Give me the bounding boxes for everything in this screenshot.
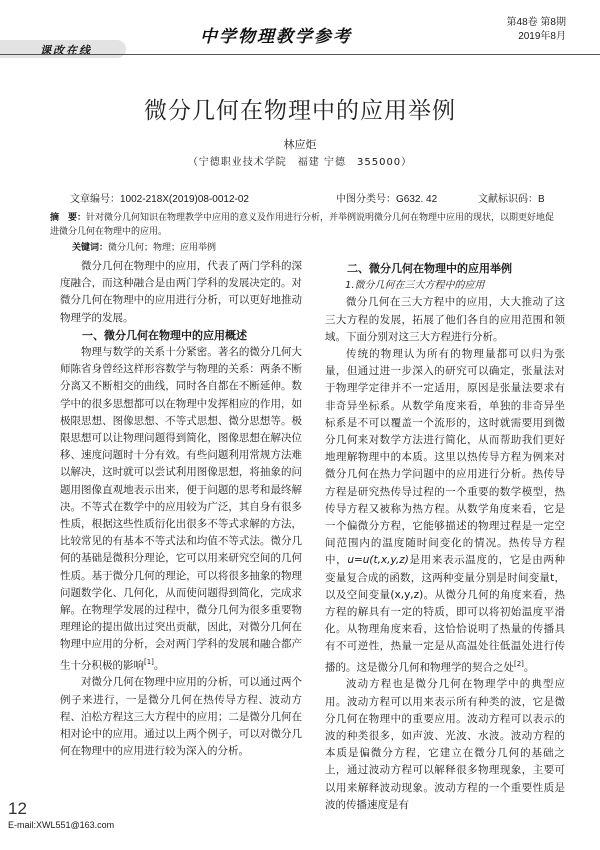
clc-number: 中图分类号：G632. 42 [336,194,438,205]
keywords [72,240,216,253]
paragraph-2-text-a: 传统的物理认为所有的物理量都可以归为张量，但通过进一步深入的研究可以确定，张量法对于物理学定律并不一定适用，原因是张量法要求有非奇异坐标系。从数学角度来看，单独的非奇异坐标系是不可以覆盖一个流形的，这时就需要用到微分几何来对数学方法进行简化，从而帮助我们更好地理解物理中的本质。这里以热传导方程为例来对微分几何在热力学问题中的应用进行分析。热传导方程是研究热传导过程的一个重要的数学模型，热传导方程又被称为热方程。从数学角度来看，它是一个偏微分方程，它能够描述的物理过程是一定空间范围内的温度随时间变化的情况。热传导方程中， [325,348,565,567]
right-column [325,260,565,814]
affiliation: （宁德职业技术学院 福建 宁德 355000） [187,157,413,168]
subsection-1-heading: 1.微分几何在三大方程中的应用 [345,280,485,292]
left-column [60,258,302,760]
abstract [50,211,560,239]
column-tag: 课改在线 [40,45,92,57]
header-divider [0,54,600,55]
author: 林应炬 [283,138,317,151]
article-id: 文章编号：1002-218X(2019)08-0012-02 [70,194,249,205]
section-2-heading: 二、微分几何在物理中的应用举例 [347,262,512,275]
page-number: 12 [8,799,27,818]
subsection-1-paragraph-3: 波动方程也是微分几何在物理学中的典型应用。波动方程可以用来表示所有种类的波，它是微分几何在物理中的重要应用。波动方程可以表示的波的种类很多，如声波、光波、水波。波动方程的本质是偏微分方程，它建立在微分几何的基础之上，通过波动方程可以解释很多物理现象，主要可以用来解释波动现象。波动方程的一个重要性质是波的传播速度是有 [325,678,565,811]
document-code: 文献标识码：B [478,194,545,205]
subsection-1-paragraph-2 [325,346,565,676]
section-1-heading: 一、微分几何在物理中的应用概述 [82,328,247,342]
section-1-paragraph-1-text: 物理与数学的关系十分紧密。著名的微分几何大师陈省身曾经这样形容数学与物理的关系：两条不断分离又不断相交的曲线，同时各自都在不断延伸。数学中的很多思想都可以在物理中发挥相应的作用，如极限思想、图像思想、不等式思想、微分思想等。极限思想可以让物理问题得到简化，图像思想在解决位移、速度问题时十分有效。有些问题利用常规方法难以解决，这时就可以尝试利用图像思想，将抽象的问题用图像直观地表示出来，便于问题的思考和最终解决。不等式在数学中的应用较为广泛，其自身有很多性质，根据这些性质衍化出很多不等式求解的方法，比较常见的有基本不等式法和均值不等式法。微分几何的基础是微积分理论，它可以用来研究空间的几何性质。基于微分几何的理论，可以将很多抽象的物理问题数学化、几何化，从而使问题得到简化，完成求解。在物理学发展的过程中，微分几何为很多重要物理理论的提出做出过突出贡献，因此，对微分几何在物理中应用的分析，会对两门学科的发展和融合都产生十分积极的影响 [60,346,302,672]
intro-paragraph: 微分几何在物理中的应用，代表了两门学科的深度融合，而这种融合是由两门学科的发展决定的。对微分几何在物理中的应用进行分析，可以更好地推动物理学的发展。 [60,260,302,324]
keywords-label: 关键词： [72,243,109,253]
citation-1: [1] [144,657,154,666]
paper-title: 微分几何在物理中的应用举例 [144,98,456,124]
temperature-formula: u=u(t,x,y,z) [347,554,409,567]
section-1-paragraph-1-end: 。 [153,659,165,672]
section-1-paragraph-2: 对微分几何在物理中应用的分析，可以通过两个例子来进行，一是微分几何在热传导方程、波动方程、泊松方程这三大方程中的应用；二是微分几何在相对论中的应用。通过以上两个例子，可以对微分几何在物理中的应用进行较为深入的分析。 [60,676,302,758]
journal-logo-title: 中学物理教学参考 [200,27,352,46]
section-1-paragraph-1 [60,344,302,674]
volume-issue: 第48卷 第8期 [506,17,566,28]
keywords-text: 微分几何；物理；应用举例 [108,243,217,253]
editor-email: E-mail:XWL551@163.com [8,820,115,830]
paragraph-2-text-b: 是用来表示温度的，它是由两种变量复合成的函数，这两种变量分别是时间变量t，以及空间变量(x,y,z)。从微分几何的角度来看，热方程的解具有一定的特质，即可以将初始温度平滑化。从物理角度来看，这恰恰说明了热量的传播具有不可逆性，热量一定是从高温处往低温处进行传播的。这是微分几何和物理学的契合之处 [325,554,566,674]
abstract-text: 针对微分几何知识在物理教学中应用的意义及作用进行分析，并举例说明微分几何在物理中应用的现状，以期更好地促进微分几何在物理中的应用。 [50,213,555,237]
issue-date: 2019年8月 [518,31,566,42]
abstract-label: 摘 要： [50,213,87,223]
subsection-1-paragraph-1: 微分几何在三大方程中的应用，大大推动了这三大方程的发展，拓展了他们各自的应用范围和领域。下面分别对这三大方程进行分析。 [325,296,565,343]
paragraph-2-end: 。 [523,661,535,674]
citation-2: [2] [514,659,524,668]
issue-info [507,16,566,44]
